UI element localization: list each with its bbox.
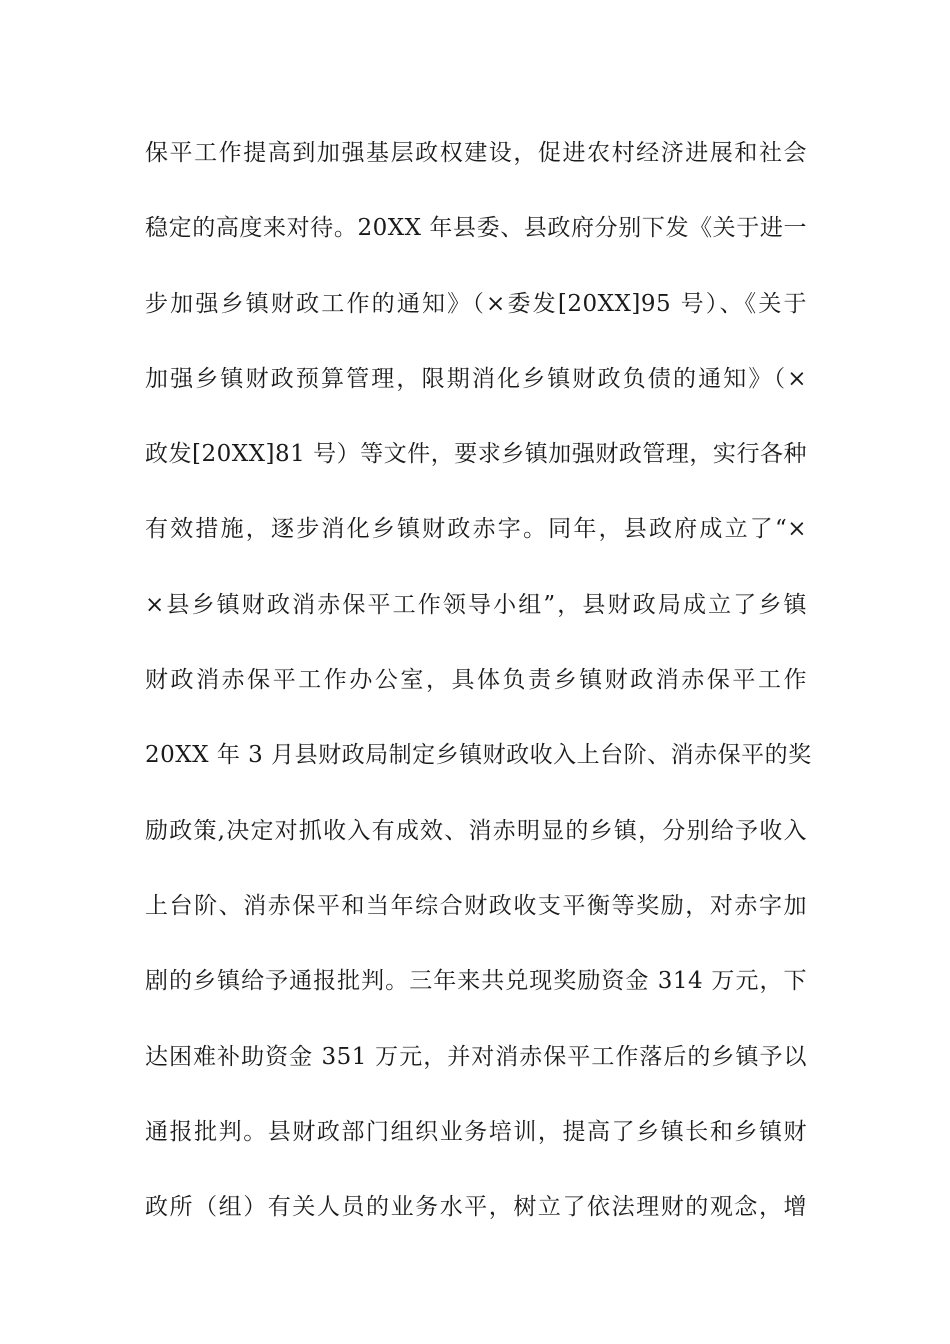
text-line-7: ×县乡镇财政消赤保平工作领导小组”，县财政局成立了乡镇	[145, 591, 807, 618]
text-line-3: 步加强乡镇财政工作的通知》（×委发[20XX]95 号）、《关于	[145, 290, 807, 317]
text-line-11: 上台阶、消赤保平和当年综合财政收支平衡等奖励，对赤字加	[145, 892, 807, 919]
body-text	[145, 133, 812, 1262]
text-line-13: 达困难补助资金 351 万元，并对消赤保平工作落后的乡镇予以	[145, 1043, 807, 1070]
text-line-14: 通报批判。县财政部门组织业务培训，提高了乡镇长和乡镇财	[145, 1118, 807, 1145]
text-line-6: 有效措施，逐步消化乡镇财政赤字。同年，县政府成立了“×	[145, 516, 807, 543]
text-line-5: 政发[20XX]81 号）等文件，要求乡镇加强财政管理，实行各种	[145, 441, 807, 468]
text-line-4: 加强乡镇财政预算管理，限期消化乡镇财政负债的通知》（×	[145, 365, 807, 392]
text-line-2: 稳定的高度来对待。20XX 年县委、县政府分别下发《关于进一	[145, 215, 807, 242]
text-line-10: 励政策,决定对抓收入有成效、消赤明显的乡镇，分别给予收入	[145, 817, 807, 844]
text-line-9: 20XX 年 3 月县财政局制定乡镇财政收入上台阶、消赤保平的奖	[145, 742, 812, 769]
text-line-15: 政所（组）有关人员的业务水平，树立了依法理财的观念，增	[145, 1194, 807, 1221]
text-line-8: 财政消赤保平工作办公室，具体负责乡镇财政消赤保平工作	[145, 667, 807, 694]
text-line-12: 剧的乡镇给予通报批判。三年来共兑现奖励资金 314 万元，下	[145, 968, 807, 995]
text-line-1: 保平工作提高到加强基层政权建设，促进农村经济进展和社会	[145, 140, 807, 166]
